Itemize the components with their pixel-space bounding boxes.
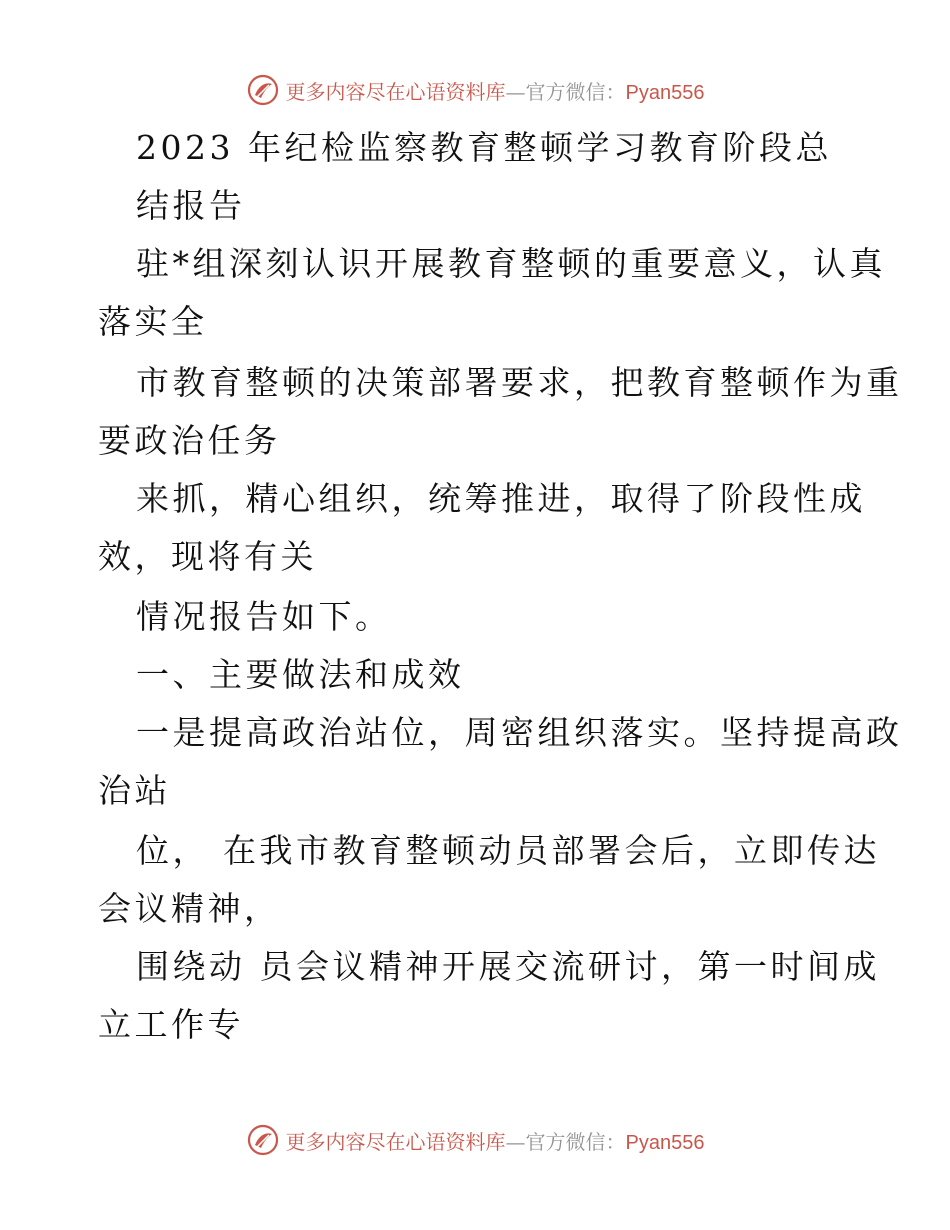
watermark-text [286, 76, 705, 105]
footer-watermark [0, 1120, 950, 1160]
watermark-text [286, 1126, 705, 1155]
watermark-separator-text: —官方微信： [505, 1129, 626, 1154]
title-line-2: 结报告 [136, 186, 246, 225]
paragraph-line: 来抓，精心组织，统筹推进，取得了阶段性成 [136, 479, 866, 518]
title-line-1: 2023 年纪检监察教育整顿学习教育阶段总 [136, 128, 832, 167]
paragraph-line: 情况报告如下。 [136, 597, 392, 636]
header-watermark [0, 70, 950, 110]
paragraph-line: 治站 [98, 771, 171, 810]
watermark-main-text: 更多内容尽在心语资料库 [285, 79, 506, 104]
section-heading: 一、主要做法和成效 [136, 655, 465, 694]
watermark-main-text: 更多内容尽在心语资料库 [285, 1129, 506, 1154]
watermark-wechat-id: Pyan556 [625, 1131, 705, 1154]
paragraph-line: 立工作专 [98, 1005, 244, 1044]
paragraph-line: 围绕动 员会议精神开展交流研讨，第一时间成 [136, 947, 880, 986]
paragraph-line: 效，现将有关 [98, 537, 317, 576]
paragraph-line: 会议精神， [98, 889, 281, 928]
paragraph-line: 要政治任务 [98, 421, 281, 460]
watermark-separator-text: —官方微信： [505, 79, 626, 104]
paragraph-line: 落实全 [98, 302, 208, 341]
paragraph-line: 驻*组深刻认识开展教育整顿的重要意义，认真 [136, 244, 886, 283]
brand-logo-icon [246, 73, 280, 107]
brand-logo-icon [246, 1123, 280, 1157]
paragraph-line: 一是提高政治站位，周密组织落实。坚持提高政 [136, 713, 903, 752]
paragraph-line: 市教育整顿的决策部署要求，把教育整顿作为重 [136, 363, 903, 402]
paragraph-line: 位， 在我市教育整顿动员部署会后，立即传达 [136, 831, 880, 870]
watermark-group [246, 1123, 705, 1157]
watermark-wechat-id: Pyan556 [625, 81, 705, 104]
watermark-group [246, 73, 705, 107]
